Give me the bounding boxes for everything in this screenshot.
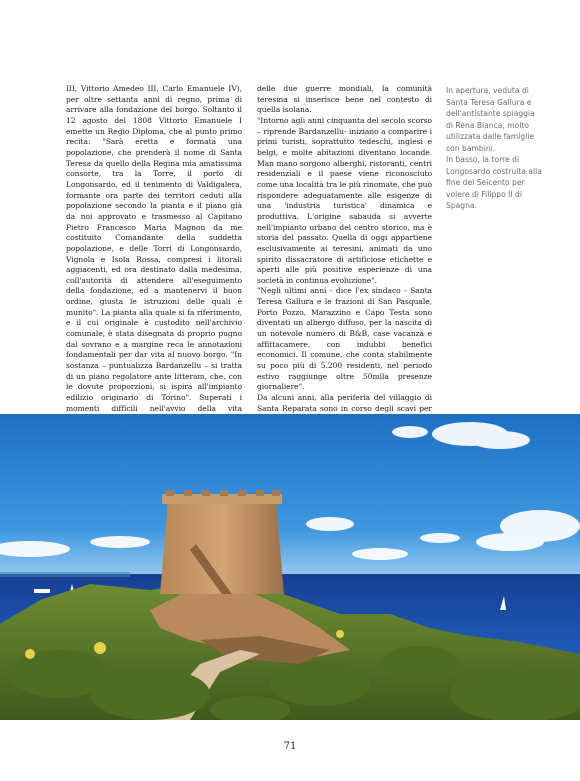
article-paragraph: "Negli ultimi anni - dice l'ex sindaco - Santa Teresa Gallura e le frazioni di San Pasquale, Porto Pozzo, Marazzino e Capo Testa sono diventati un albergo diffuso, per la nascita di un notevole numero di B&B, case vacanza e affittacamere, con indubbi benefici economici. Il comune, che conta stabilmente su poco più di 5.200 residenti, nel periodo estivo raggiunge oltre 50mila presenze giornaliere". <box>257 286 432 392</box>
tower-photo <box>0 414 580 720</box>
article-paragraph: "Intorno agli anni cinquanta del secolo scorso – riprende Bardanzellu- iniziano a comparire i primi turisti, soprattutto tedeschi, inglesi e belgi, e molte abitazioni diventano locande. Man mano sorgono alberghi, ristoranti, centri residenziali e il paese viene riconosciuto come una località tra le più rinomate, che può rispondere adeguatamente alle esigenze di una 'industria turistica' dinamica e produttiva. L'origine sabauda si avverte nell'impianto urbano del centro storico, ma è storia del passato. Quella di oggi appartiene esclusivamente ai teresini, animati da uno spirito dissacratore di artificiose etichette e aperti alle più positive esperienze di una società in continua evoluzione". <box>257 115 432 285</box>
article-paragraph: III, Vittorio Amedeo III, Carlo Emanuele IV), per oltre settanta anni di regno, prima di arrivare alla fondazione del borgo. Soltanto il 12 agosto del 1808 Vittorio Emanuele I emette un Regio Diploma, che al punto primo recita: "Sarà eretta e formata una popolazione, che prenderà il nome di Santa Teresa da quello della Regina mia amatissima consorte, tra la Torre, il porto di Longonsardo, ed il tenimento di Valdigalera, formante ora parte dei territori ceduti alla popolazione secondo la pianta e il piano già da noi approvato e trasmesso al Capitano Pietro Francesco Maria Magnon da me costituito Comandante della suddetta popolazione, e delle Torri di Longonsardo, Vignola e Isola Rossa, compresi i litorali aggiacenti, ed ora destinato dalla medesima, coll'autorità di attendere all'eseguimento della fondazione, ed a mantenervi il buon ordine, giusta le istruzioni delle quali è munito". La pianta alla quale si fa riferimento, e il cui originale è custodito nell'archivio comunale, è stata disegnata di proprio pugno dal sovrano e a margine reca le annotazioni fondamentali per dar vita al nuovo borgo. "In sostanza – puntualizza Bardanzellu – si tratta di un piano regolatore ante litteram, che, con le dovute proporzioni, si ispira all'impianto edilizio originario di Torino". Superati i momenti difficili nell'avvio della vita <box>66 84 242 413</box>
article-column-2 <box>257 84 432 436</box>
far-coast <box>0 572 130 577</box>
tower-landscape-illustration <box>0 414 580 720</box>
article-column-1 <box>66 84 242 425</box>
article-paragraph: Da alcuni anni, alla periferia del villaggio di Santa Reparata sono in corso degli scavi per <box>257 393 432 413</box>
page-number: 71 <box>283 741 297 752</box>
tower <box>160 490 284 594</box>
caption-below: In basso, la torre di Longosardo costruita alla fine del Seicento per volere di Filippo II di Spagna. <box>446 155 542 210</box>
article-paragraph: delle due guerre mondiali, la comunità teresina si inserisce bene nel contesto di quella isolana. <box>257 84 432 115</box>
photo-caption <box>446 85 542 212</box>
caption-opening: In apertura, veduta di Santa Teresa Gallura e dell'antistante spiaggia di Rena Bianca, molto utilizzata dalle famiglie con bambini. <box>446 86 535 153</box>
